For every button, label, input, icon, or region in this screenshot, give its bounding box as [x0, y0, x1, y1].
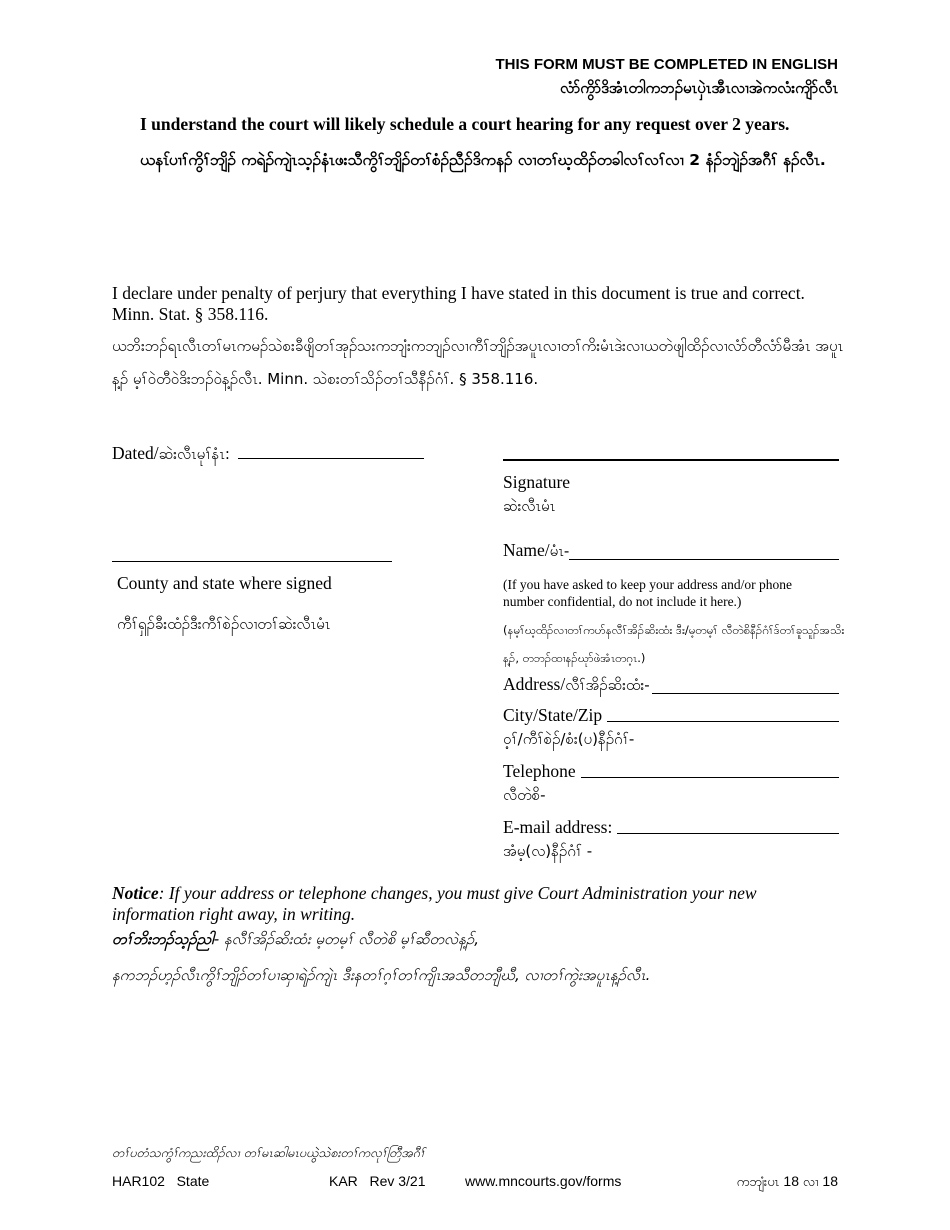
name-label-en: Name/	[503, 540, 550, 560]
telephone-input-line[interactable]	[581, 761, 839, 778]
footer-language-rev: KAR Rev 3/21	[329, 1173, 426, 1189]
name-label-kar: မံၤ-	[549, 542, 570, 560]
name-field	[503, 540, 839, 564]
form-karen-notice: လံာ်ကွိာ်ဒိအံၤတါကဘၣ်မၤပှဲၤအီၤလၢအဲကလံးကျိာ်လီၤ	[560, 79, 838, 97]
footer-karen-line: တၢ်ပတံသကွံၢ်ကညးထိၣ်လၢ တၢ်မၤဆါမၤပယွဲသဲစးတၢ်ကလုၢ်တြီအဂီၢ်	[112, 1145, 426, 1160]
telephone-field	[503, 761, 839, 782]
confidential-note-en: (If you have asked to keep your address and/or phone number confidential, do not include it here.)	[503, 577, 793, 609]
notice-en	[112, 883, 842, 925]
telephone-label-kar: လီတဲစိ-	[503, 786, 546, 804]
form-id: HAR102	[112, 1173, 165, 1189]
footer-url[interactable]: www.mncourts.gov/forms	[465, 1173, 622, 1189]
email-label-en: E-mail address:	[503, 817, 613, 837]
form-state: State	[176, 1173, 210, 1189]
footer-page-number	[640, 1173, 838, 1193]
address-input-line[interactable]	[652, 677, 839, 694]
signature-input-line[interactable]	[503, 459, 839, 461]
email-input-line[interactable]	[617, 817, 839, 834]
county-label-kar: ကီၢ်ရှၣ်ခီးထံၣ်ဒီးကီၢ်စဲၣ်လၢတၢ်ဆဲးလီၤမံၤ	[117, 615, 331, 633]
signature-label-en: Signature	[503, 472, 571, 492]
city-state-zip-input-line[interactable]	[607, 705, 839, 722]
page-of: လၢ	[802, 1175, 819, 1190]
county-input-line[interactable]	[112, 561, 392, 562]
understanding-statement-en: I understand the court will likely schedule a court hearing for any request over 2 years.	[140, 114, 790, 134]
city-state-zip-label-kar: ဝ့ၢ်/ကီၢ်စဲၣ်/စံး(ပ)နီၣ်ဂံၢ်-	[503, 730, 635, 748]
notice-label-en: Notice	[112, 883, 159, 903]
dated-field	[112, 442, 424, 467]
confidential-note-kar: (နမ့ၢ်ဃ့ထိၣ်လၢတၢ်ကဟ်နလီၢ်အိၣ်ဆိးထံး ဒီး/မ့တမ့ၢ် လီတဲစိနီၣ်ဂံၢ်ဒ်တၢ်ခူသူၣ်အသိးန့ၣ်, တဘၣ်ထၢနၣ်ဃုာ်ဖဲအံၤတဂ့ၤ.)	[503, 623, 845, 665]
notice-text-kar-1: - နလီၢ်အိၣ်ဆိးထံး မ့တမ့ၢ် လီတဲစိ မ့ၢ်ဆီတလဲန့ၣ်,	[213, 930, 479, 948]
notice-text-en: : If your address or telephone changes, you must give Court Administration your new information right away, in writing.	[112, 883, 757, 924]
dated-input-line[interactable]	[238, 442, 424, 459]
perjury-declaration-kar: ယဘိးဘၣ်ရၤလီၤတၢ်မၤကမၣ်သဲစးခီဖျိတၢ်အုၣ်သးကဘျံးကဘျၣ်လၢကီၢ်ဘျိၣ်အပူၤလၢတၢ်ကိးမံၤဒဲးလၢယတဲဖျါထိၣ်လၢလံာ်တီလံာ်မီအံၤ အပူၤန့ၣ် မ့ၢ်ဝဲတီဝဲဒိးဘၣ်ဝဲန့ၣ်လီၤ. Minn. သဲစးတၢ်သိၣ်တၢ်သီနီၣ်ဂံၢ်. § 358.116.	[112, 337, 844, 388]
signature-label-kar: ဆဲးလီၤမံၤ	[503, 497, 556, 515]
city-state-zip-field	[503, 705, 839, 726]
footer-form-id	[112, 1173, 209, 1189]
telephone-label-en: Telephone	[503, 761, 576, 781]
email-label-kar: အံမ့(လ)နီၣ်ဂံၢ် -	[503, 842, 593, 860]
notice-kar-line-1	[112, 930, 852, 952]
email-field	[503, 817, 839, 838]
name-input-line[interactable]	[569, 543, 839, 560]
form-english-notice: THIS FORM MUST BE COMPLETED IN ENGLISH	[495, 56, 838, 73]
city-state-zip-label-en: City/State/Zip	[503, 705, 603, 725]
dated-label-en: Dated/	[112, 443, 159, 463]
page-total: 18	[822, 1173, 838, 1189]
dated-label-kar: ဆဲးလီၤမုၢ်နံၤ:	[158, 445, 230, 463]
page-current: 18	[783, 1173, 799, 1189]
address-field	[503, 674, 839, 698]
understanding-statement-kar: ယနၤ်ပၢၢ်ကွိၢ်ဘျိၣ် ကရဲၣ်ကျဲၤသ့ၣ်နံၤဖးသီကွိၢ်ဘျိၣ်တၢ်စံၣ်ညီၣ်ဒိကနၣ် လၢတၢ်ဃ့ထိၣ်တခါလၢ်လၢ်လၢ 2 နံၣ်ဘျဲၣ်အဂီၢ် နၣ်လီၤ.	[140, 151, 826, 169]
page-prefix: ကဘျံးပၤ	[736, 1175, 780, 1190]
address-label-kar: လီၢ်အိၣ်ဆိးထံး-	[565, 676, 650, 694]
address-label-en: Address/	[503, 674, 566, 694]
notice-text-kar-2: နကဘၣ်ဟ့ၣ်လီၤကွိၢ်ဘျိၣ်တၢ်ပၢဆှၢရဲၣ်ကျဲၤ ဒီးနတၢ်ဂ့ၢ်တၢ်ကျိၤအသီတဘျီဃီ, လၢတၢ်ကွဲးအပူၤန့ၣ်လီၤ.	[112, 966, 651, 984]
perjury-declaration-en: I declare under penalty of perjury that everything I have stated in this document is true and correct. Minn. Stat. § 358.116.	[112, 283, 805, 324]
county-label-en: County and state where signed	[117, 573, 332, 593]
notice-label-kar: တၢ်ဘိးဘၣ်သ့ၣ်ညါ	[112, 930, 214, 948]
